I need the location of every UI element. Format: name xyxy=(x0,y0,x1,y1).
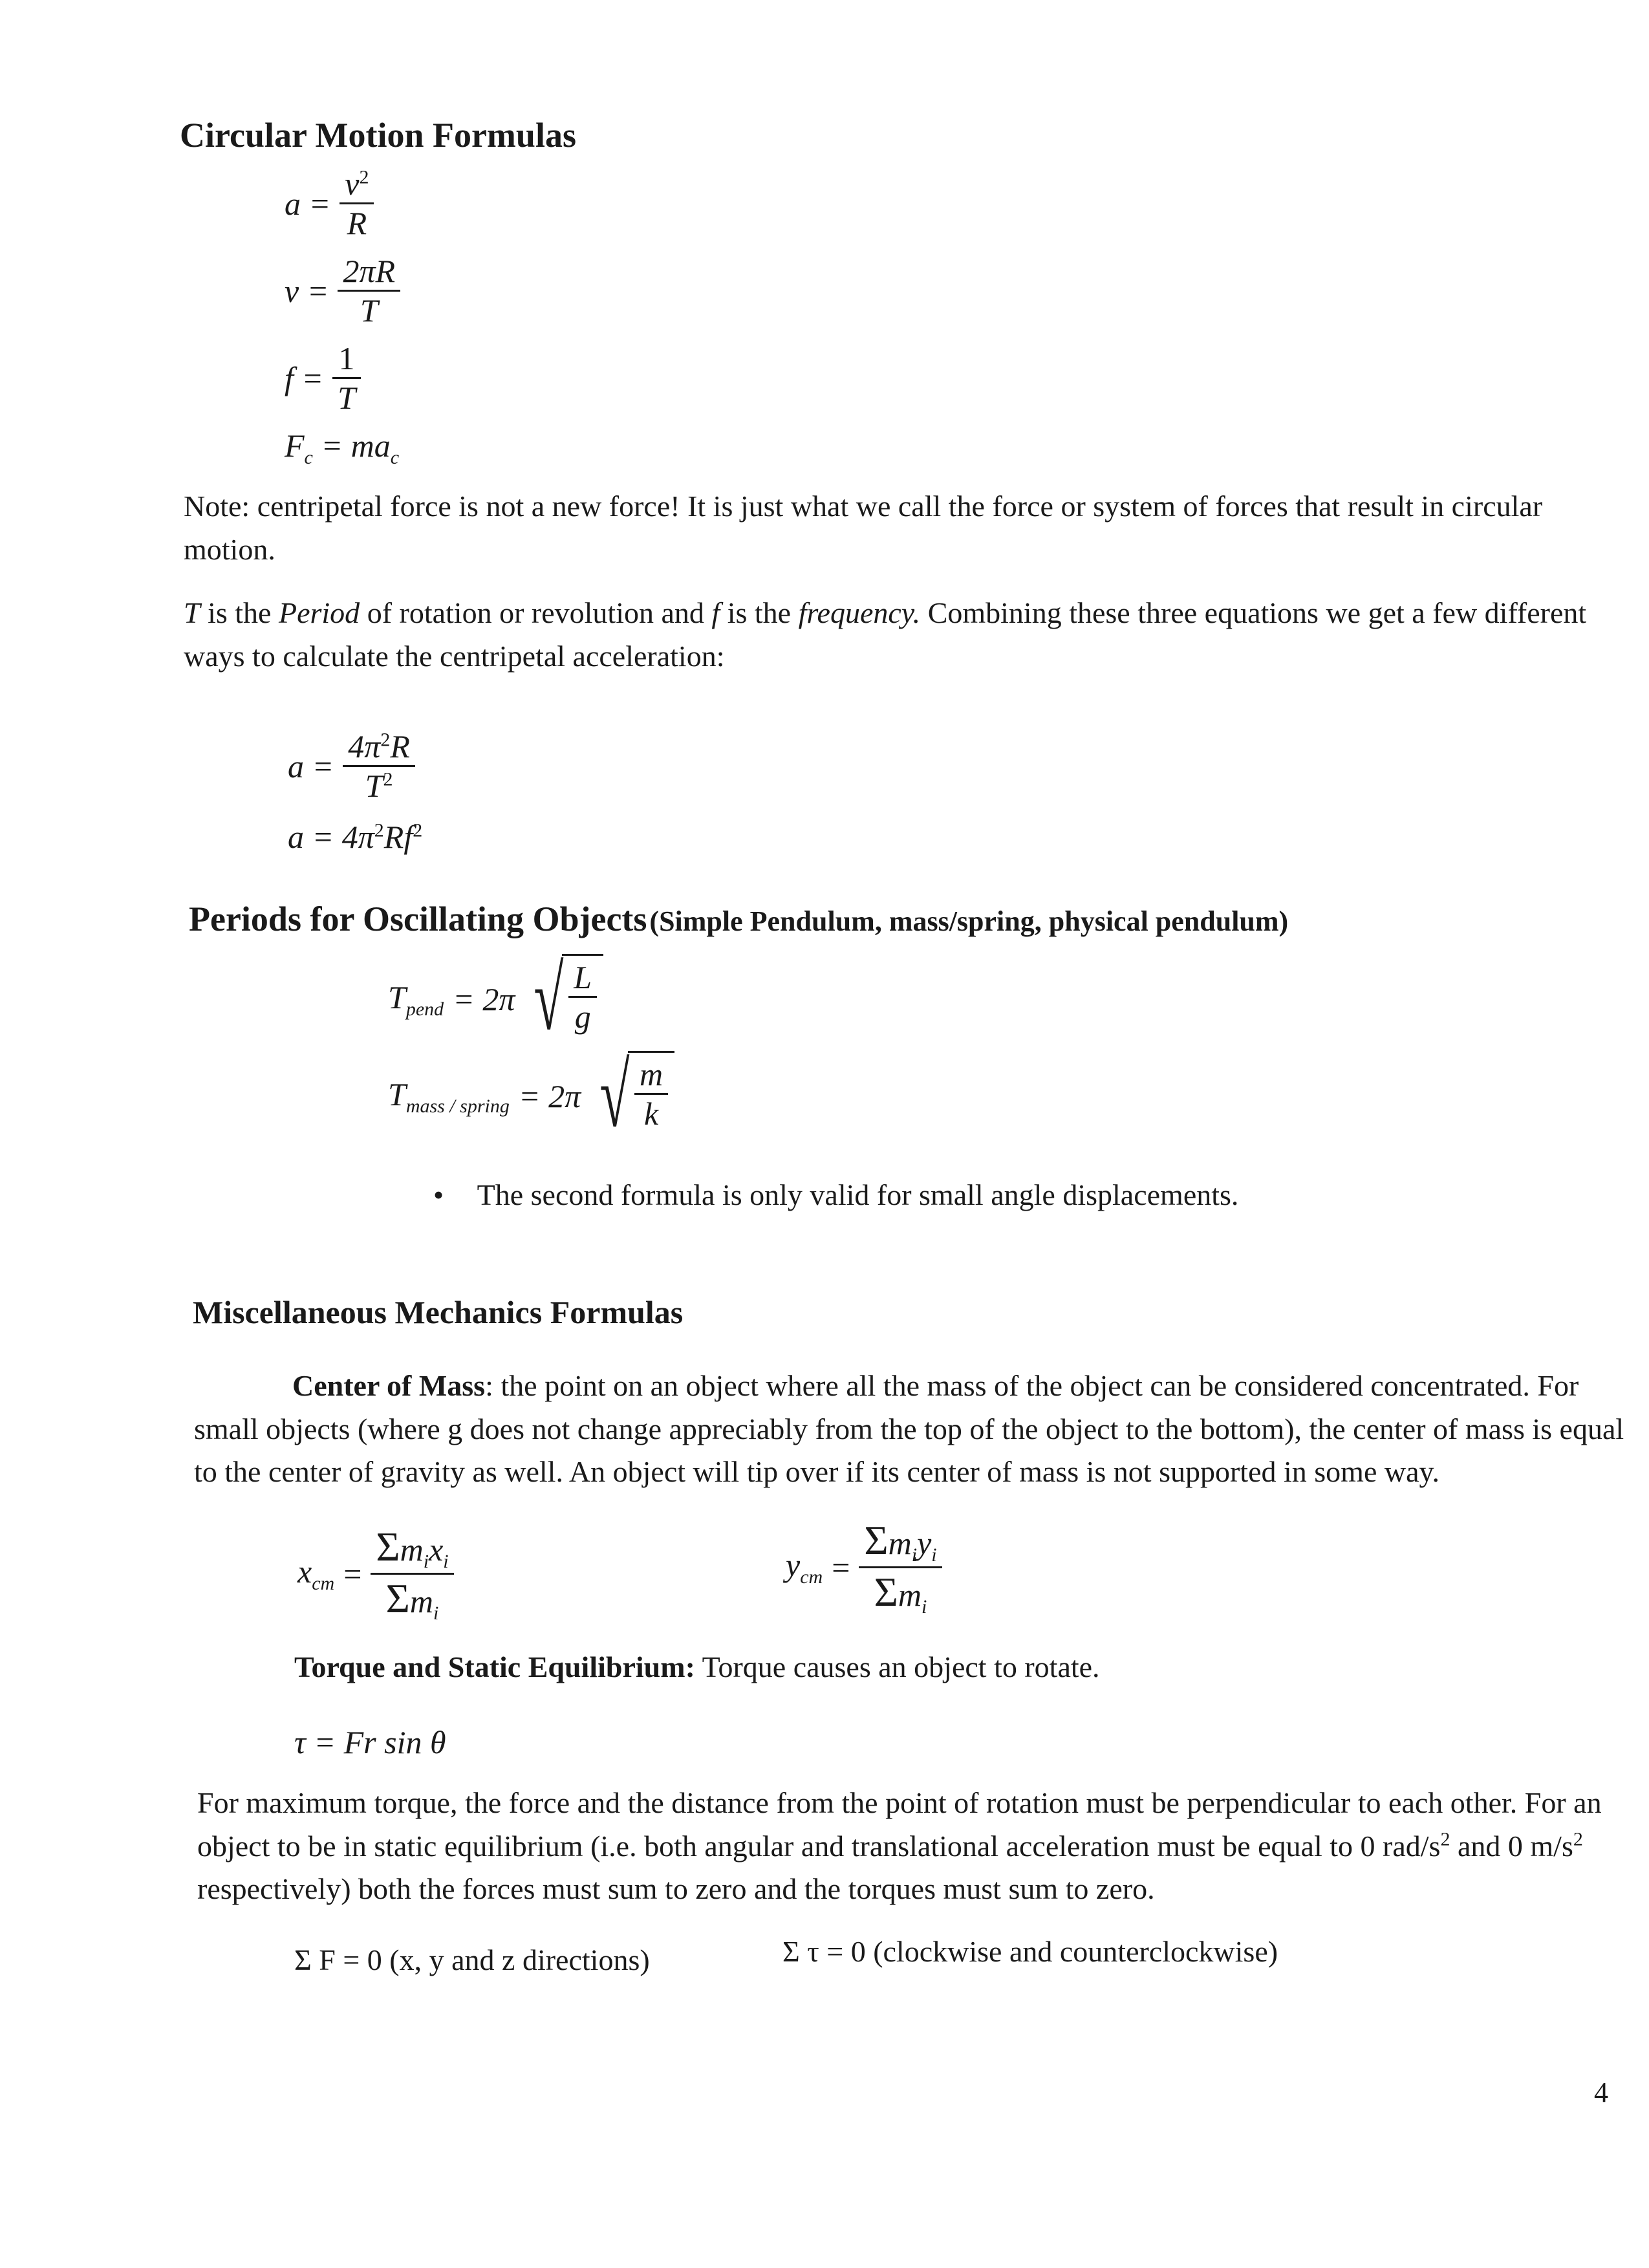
heading-parenthetical: (Simple Pendulum, mass/spring, physical pendulum) xyxy=(649,905,1289,937)
eq-text: a = 4π xyxy=(288,819,374,855)
sum-torques-condition: Σ τ = 0 (clockwise and counterclockwise) xyxy=(782,1935,1278,1968)
ycm-formula xyxy=(786,1517,942,1618)
exponent: 2 xyxy=(1440,1828,1450,1850)
center-of-mass-text: : the point on an object where all the mass of the object can be considered concentrated. For small objects (where g does not change appreciably from the top of the object to the bottom), the center of mass is equal to the center of gravity as well. An object will tip over if its center of mass is not supported in some way. xyxy=(194,1369,1624,1489)
fraction xyxy=(332,340,361,416)
subscript: i xyxy=(433,1603,439,1624)
acceleration-frequency-formula xyxy=(288,818,422,856)
eq-lhs: f = xyxy=(285,360,324,396)
numerator: y xyxy=(917,1525,932,1561)
eq-lhs: T xyxy=(388,1075,406,1112)
denominator: m xyxy=(409,1583,434,1619)
bullet-note xyxy=(433,1174,1238,1217)
exponent: 2 xyxy=(380,729,391,751)
bullet-text: The second formula is only valid for small angle displacements. xyxy=(477,1178,1239,1211)
square-root: √ $\frac{m}{k}$ xyxy=(590,1051,674,1141)
equals: = xyxy=(343,1555,362,1592)
fraction xyxy=(568,958,597,1035)
eq-lhs: a = xyxy=(288,748,334,784)
subscript: mass / spring xyxy=(405,1095,510,1117)
numerator: 2πR xyxy=(343,253,396,289)
torque-text: Torque causes an object to rotate. xyxy=(695,1650,1100,1683)
period-paragraph xyxy=(184,592,1619,678)
eq-lhs: T xyxy=(388,978,406,1015)
denominator: T xyxy=(338,380,356,416)
subscript: i xyxy=(443,1551,449,1572)
eq-lhs: F xyxy=(285,427,305,464)
sigma-icon: Σ xyxy=(874,1569,898,1615)
centripetal-force-formula xyxy=(285,427,399,469)
numerator: 1 xyxy=(338,340,355,376)
exponent: 2 xyxy=(413,819,423,841)
text: respectively) both the forces must sum to zero and the torques must sum to zero. xyxy=(197,1872,1155,1906)
velocity-formula xyxy=(285,252,400,329)
subscript: cm xyxy=(800,1566,823,1588)
denominator: R xyxy=(347,205,367,241)
sigma-icon: Σ xyxy=(376,1524,400,1570)
numerator: m xyxy=(888,1525,912,1561)
text: is the xyxy=(720,596,799,629)
fraction xyxy=(343,728,415,805)
xcm-formula xyxy=(297,1523,454,1625)
denominator: g xyxy=(574,999,591,1035)
subscript: i xyxy=(423,1551,429,1572)
torque-label: Torque and Static Equilibrium: xyxy=(294,1650,695,1683)
numerator: m xyxy=(640,1056,663,1092)
acceleration-formula xyxy=(285,165,374,242)
subscript: cm xyxy=(312,1573,335,1594)
numerator: v xyxy=(345,166,360,202)
page-number: 4 xyxy=(1594,2077,1608,2108)
denominator: k xyxy=(643,1096,659,1132)
text: For maximum torque, the force and the distance from the point of rotation must be perpendicular to each other. For an object to be in static equilibrium (i.e. both angular and translational acceleration must be equal to 0 rad/s xyxy=(197,1786,1602,1863)
numerator: m xyxy=(400,1531,424,1568)
subscript: i xyxy=(921,1596,927,1617)
sigma-icon: Σ xyxy=(864,1517,889,1563)
subscript: i xyxy=(931,1544,937,1566)
oscillating-heading xyxy=(189,899,1288,939)
fraction xyxy=(338,252,400,329)
center-of-mass-label: Center of Mass xyxy=(292,1369,486,1402)
square-root: √ $\frac{L}{g}$ xyxy=(524,954,603,1044)
denominator: T xyxy=(365,768,383,804)
eq-lhs: y xyxy=(786,1547,801,1583)
fraction xyxy=(859,1517,942,1618)
mass-spring-period-formula xyxy=(388,1046,674,1146)
numerator: x xyxy=(429,1531,444,1568)
maximum-torque-paragraph xyxy=(197,1782,1643,1911)
eq-lhs: a = xyxy=(285,185,331,222)
text: of rotation or revolution and xyxy=(360,596,712,629)
equals: = xyxy=(832,1549,850,1586)
text: Combining these three equations we get a few different ways to calculate the centripetal acceleration: xyxy=(184,596,1587,673)
sum-forces-condition: Σ F = 0 (x, y and z directions) xyxy=(294,1943,650,1976)
subscript: pend xyxy=(405,998,444,1020)
period-term: Period xyxy=(278,596,360,629)
eq-text: Rf xyxy=(383,819,413,855)
eq-mid: = 2π xyxy=(518,1078,581,1114)
exponent: 2 xyxy=(383,768,393,790)
center-of-mass-paragraph xyxy=(194,1365,1639,1494)
subscript: c xyxy=(304,447,313,468)
period-symbol: T xyxy=(184,596,200,629)
frequency-formula xyxy=(285,340,361,416)
eq-lhs: x xyxy=(297,1553,312,1590)
text: and 0 m/s xyxy=(1450,1829,1573,1863)
denominator: T xyxy=(360,292,378,329)
eq-lhs: v = xyxy=(285,272,329,309)
subscript: i xyxy=(911,1544,918,1566)
text: is the xyxy=(200,596,279,629)
exponent: 2 xyxy=(1573,1828,1583,1850)
frequency-term: frequency. xyxy=(798,596,921,629)
heading-main: Periods for Oscillating Objects xyxy=(189,900,647,938)
exponent: 2 xyxy=(374,819,384,841)
numerator-tail: R xyxy=(390,728,410,764)
subscript: c xyxy=(390,447,400,468)
torque-formula: τ = Fr sin θ xyxy=(294,1724,446,1760)
torque-intro xyxy=(294,1646,1100,1689)
acceleration-period-formula xyxy=(288,728,415,805)
denominator: m xyxy=(898,1577,922,1613)
eq-rhs: = ma xyxy=(321,427,391,464)
numerator: L xyxy=(574,959,592,995)
centripetal-note: Note: centripetal force is not a new force! It is just what we call the force or system of forces that result in circular motion. xyxy=(184,490,1543,566)
frequency-symbol: f xyxy=(711,596,720,629)
bullet-icon: • xyxy=(433,1178,444,1211)
fraction xyxy=(339,165,374,242)
circular-motion-heading: Circular Motion Formulas xyxy=(180,116,576,155)
misc-heading: Miscellaneous Mechanics Formulas xyxy=(193,1294,684,1330)
exponent: 2 xyxy=(359,166,369,188)
pendulum-period-formula xyxy=(388,949,603,1049)
fraction xyxy=(371,1523,453,1625)
numerator: 4π xyxy=(348,728,381,764)
eq-mid: = 2π xyxy=(453,981,515,1017)
fraction xyxy=(634,1055,668,1132)
sigma-icon: Σ xyxy=(385,1575,410,1621)
